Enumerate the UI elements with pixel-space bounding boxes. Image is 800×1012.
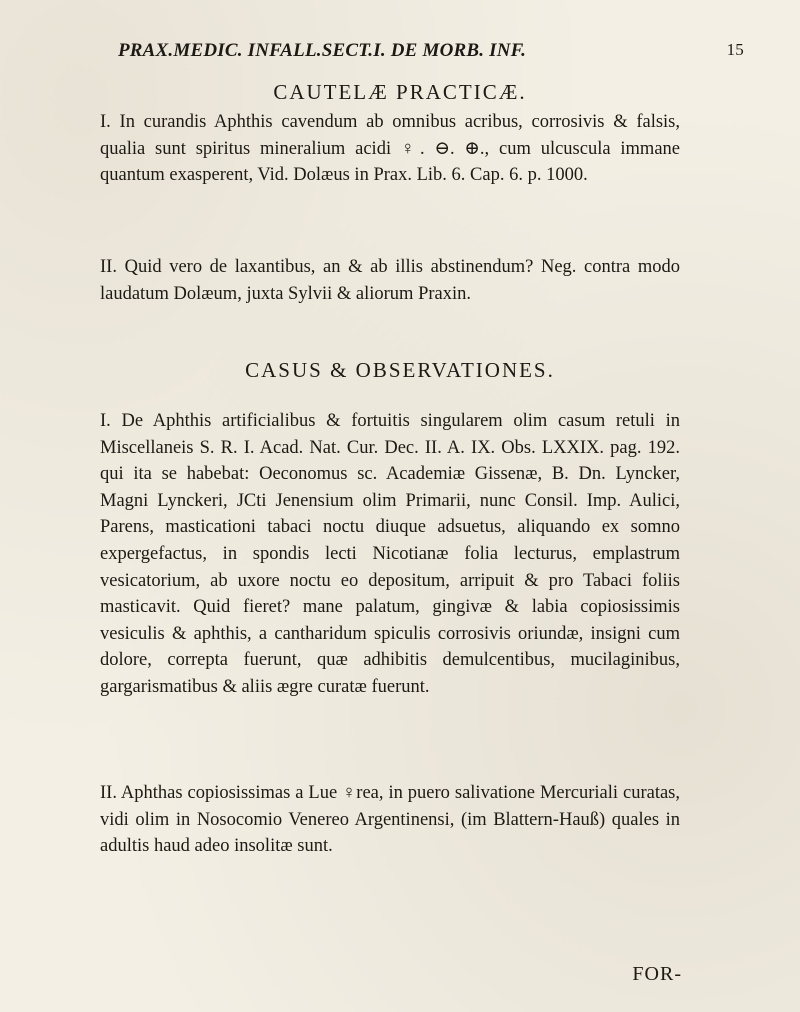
catchword: FOR-	[632, 963, 682, 985]
paragraph-number: I.	[100, 411, 111, 431]
paragraph-number: II.	[100, 257, 117, 277]
paragraph	[100, 109, 680, 189]
paragraph-text: Aphthas copiosissimas a Lue ♀rea, in puero salivatione Mercuriali curatas, vidi olim in Nosocomio Venereo Argentinensi, (im Blattern-Hauß) quales in adultis haud adeo insolitæ sunt.	[100, 783, 681, 857]
section-heading-cautelae: CAUTELÆ PRACTICÆ.	[273, 80, 527, 104]
running-head-title: PRAX.MEDIC. INFALL.SECT.I. DE MORB. INF.	[118, 40, 527, 61]
paragraph-text: De Aphthis artificialibus & fortuitis singularem olim casum retuli in Miscellaneis S. R. I. Acad. Nat. Cur. Dec. II. A. IX. Obs. LXXIX. pag. 192. qui ita se habebat: Oeconomus sc. Academiæ Gissenæ, B. Dn. Lyncker, Magni Lynckeri, JCti Jenensium olim Primarii, nunc Consil. Imp. Aulici, Parens, masticationi tabaci noctu diuque adsuetus, aliquando ex somno expergefactus, in spondis lecti Nicotianæ folia lecturus, emplastrum vesicatorium, ab uxore noctu eo depositum, arripuit & pro Tabaci foliis masticavit. Quid fieret? mane palatum, gingivæ & labia copiosissimis vesiculis & aphthis, a cantharidum spiculis corrosivis oriundæ, insigni cum dolore, correpta fuerunt, quæ adhibitis demulcentibus, mucilaginibus, gargarismatibus & aliis ægre curatæ fuerunt.	[100, 411, 681, 697]
paragraph	[100, 780, 680, 860]
section-heading-casus: CASUS & OBSERVATIONES.	[245, 358, 555, 382]
paragraph-text: In curandis Aphthis cavendum ab omnibus acribus, corrosivis & falsis, qualia sunt spiritus mineralium acidi ♀. ⊖. ⊕., cum ulcuscula immane quantum exasperent, Vid. Dolæus in Prax. Lib. 6. Cap. 6. p. 1000.	[100, 112, 680, 186]
paragraph-number: I.	[100, 112, 111, 132]
paragraph	[100, 254, 680, 307]
running-head	[118, 40, 744, 62]
paragraph-number: II.	[100, 783, 117, 803]
page-number: 15	[726, 40, 744, 59]
paragraph	[100, 408, 680, 701]
paragraph-text: Quid vero de laxantibus, an & ab illis abstinendum? Neg. contra modo laudatum Dolæum, juxta Sylvii & aliorum Praxin.	[100, 257, 680, 304]
